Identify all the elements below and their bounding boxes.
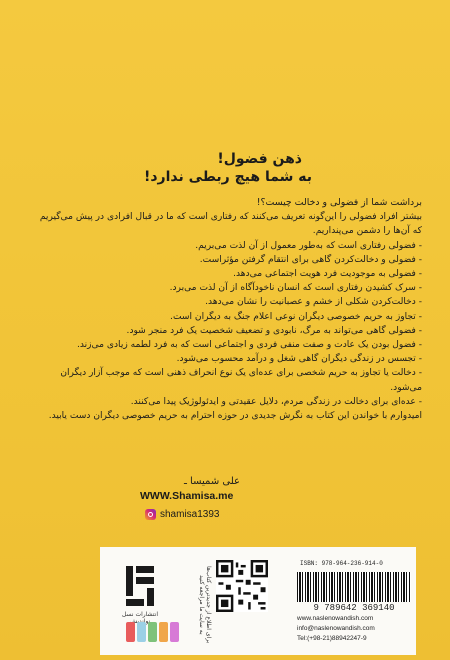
- instagram-icon: [145, 509, 156, 520]
- website-link[interactable]: WWW.Shamisa.me: [140, 490, 234, 502]
- barcode-icon: [297, 572, 411, 602]
- title-line-1: ذهن فضول!: [217, 151, 302, 167]
- back-cover-text: [38, 150, 422, 423]
- paragraph: - فضولی رفتاری است که به‌طور معمول از آن لذت می‌بریم.: [195, 240, 422, 251]
- author-signature: علی شمیسا ـ: [183, 476, 240, 487]
- publisher-logo-icon: [122, 562, 158, 610]
- paragraph: - عده‌ای برای دخالت در زندگی مردم، دلایل عقیدتی و ایدئولوژیک پیدا می‌کنند.: [130, 396, 422, 407]
- intro-line: برداشت شما از فضولی و دخالت چیست؟!: [256, 197, 422, 208]
- paragraph: - تجاوز به حریم خصوصی دیگران نوعی اعلام جنگ به دیگران است.: [170, 311, 422, 322]
- title-line-2: به شما هیچ ربطی ندارد!: [143, 169, 312, 185]
- qr-code-icon: [216, 560, 268, 612]
- contact-tel: Tel:(+98-21)88942247-9: [297, 635, 367, 642]
- paragraph-list: [38, 210, 422, 409]
- award-badges: [126, 622, 179, 642]
- paragraph: - سرک کشیدن رفتاری است که انسان ناخودآگاه از آن لذت می‌برد.: [169, 283, 422, 294]
- paragraph: - فضولی و دخالت‌کردن گاهی برای انتقام گرفتن مؤثراست.: [199, 254, 422, 265]
- paragraph: - فضول بودن یک عادت و صفت منفی فردی و اجتماعی است که به فرد لطمه زیادی می‌زند.: [76, 340, 422, 351]
- paragraph: بیشتر افراد فضولی را این‌گونه تعریف می‌کنند که رفتاری است که ما در قبال افرادی در پیش می‌گیریم که آن‌ها را دشمن می‌پنداریم.: [39, 212, 422, 237]
- paragraph: - فضولی به موجودیت فرد هویت اجتماعی می‌دهد.: [233, 269, 422, 280]
- paragraph: - فضولی گاهی می‌تواند به مرگ، نابودی و تضعیف شخصیت یک فرد منجر شود.: [126, 325, 422, 336]
- isbn-label: ISBN: 978-964-236-914-0: [300, 560, 383, 567]
- instagram-handle[interactable]: [145, 509, 219, 520]
- award-badge: [159, 622, 168, 642]
- paragraph: - دخالت یا تجاوز به حریم شخصی برای عده‌ای یک نوع انحراف ذهنی است که موجب آزار دیگران می‌شود.: [60, 368, 422, 393]
- award-badge: [137, 622, 146, 642]
- contact-website: www.naslenowandish.com: [297, 615, 374, 622]
- contact-email: info@naslenowandish.com: [297, 625, 375, 632]
- publisher-name: انتشارات نسل: [121, 611, 158, 618]
- paragraph: - تجسس در زندگی دیگران گاهی شغل و درآمد محسوب می‌شود.: [176, 354, 422, 365]
- vertical-note: برای اطلاع از جدیدترین کتاب‌ها به سایت ما مراجعه کنید: [198, 566, 212, 644]
- instagram-label: shamisa1393: [160, 509, 220, 520]
- award-badge: [148, 622, 157, 642]
- paragraph: - دخالت‌کردن شکلی از خشم و عصبانیت را نشان می‌دهد.: [205, 297, 422, 308]
- barcode-number: 9 789642 369140: [313, 603, 395, 613]
- closing-paragraph: امیدوارم با خواندن این کتاب به نگرش جدیدی در حوزه احترام به حریم خصوصی دیگران دست یابید.: [48, 411, 422, 422]
- award-badge: [126, 622, 135, 642]
